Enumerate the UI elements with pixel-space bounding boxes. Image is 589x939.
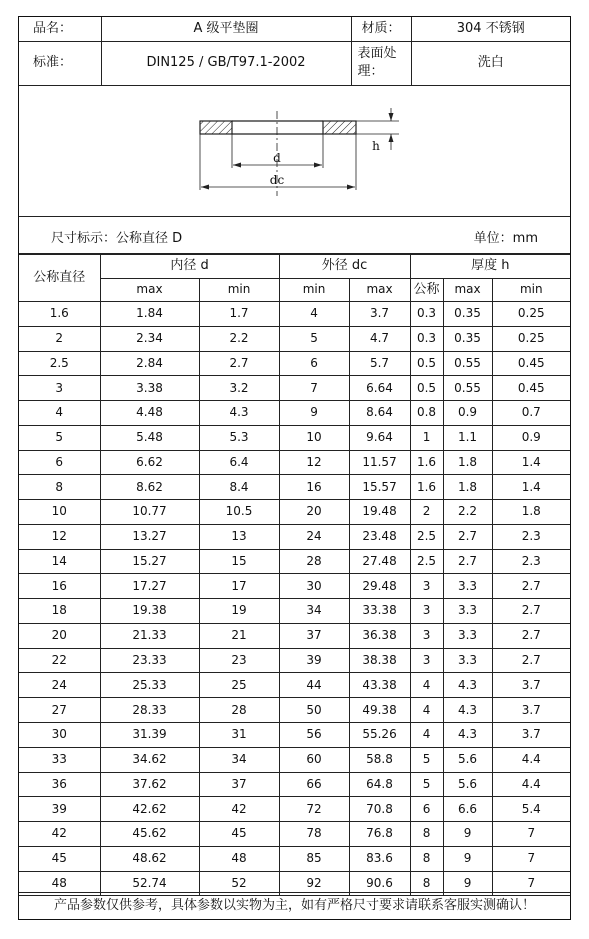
surface-value: 洗白 bbox=[411, 41, 570, 85]
cell-inner-max: 15.27 bbox=[100, 549, 199, 574]
cell-inner-max: 31.39 bbox=[100, 723, 199, 748]
cell-thick-min: 2.7 bbox=[492, 623, 570, 648]
cell-nominal-diameter: 20 bbox=[19, 623, 100, 648]
washer-cross-section-diagram bbox=[19, 86, 570, 216]
cell-nominal-diameter: 8 bbox=[19, 475, 100, 500]
cell-inner-min: 2.7 bbox=[199, 351, 279, 376]
cell-thick-nominal: 2.5 bbox=[410, 524, 443, 549]
table-row bbox=[19, 772, 570, 797]
table-row bbox=[19, 326, 570, 351]
cell-thick-nominal: 8 bbox=[410, 846, 443, 871]
cell-outer-max: 3.7 bbox=[349, 302, 410, 327]
cell-outer-max: 83.6 bbox=[349, 846, 410, 871]
cell-inner-min: 10.5 bbox=[199, 500, 279, 525]
cell-thick-min: 3.7 bbox=[492, 723, 570, 748]
cell-thick-min: 3.7 bbox=[492, 673, 570, 698]
cell-thick-min: 0.45 bbox=[492, 351, 570, 376]
cell-nominal-diameter: 3 bbox=[19, 376, 100, 401]
cell-thick-nominal: 1.6 bbox=[410, 475, 443, 500]
cell-thick-max: 3.3 bbox=[443, 574, 492, 599]
cell-thick-nominal: 0.5 bbox=[410, 376, 443, 401]
name-value: A 级平垫圈 bbox=[101, 17, 351, 41]
cell-inner-max: 45.62 bbox=[100, 822, 199, 847]
cell-nominal-diameter: 18 bbox=[19, 599, 100, 624]
cell-thick-max: 4.3 bbox=[443, 698, 492, 723]
cell-thick-nominal: 3 bbox=[410, 599, 443, 624]
group-thickness: 厚度 h bbox=[410, 255, 570, 279]
cell-outer-min: 92 bbox=[279, 871, 349, 896]
standard-label: 标准： bbox=[19, 41, 101, 85]
group-outer-diameter: 外径 dc bbox=[279, 255, 410, 279]
table-row bbox=[19, 747, 570, 772]
cell-thick-max: 2.7 bbox=[443, 524, 492, 549]
cell-thick-min: 4.4 bbox=[492, 772, 570, 797]
washer-section bbox=[200, 121, 356, 134]
cell-thick-min: 7 bbox=[492, 822, 570, 847]
cell-outer-min: 78 bbox=[279, 822, 349, 847]
header-table bbox=[19, 17, 570, 86]
material-label: 材质： bbox=[351, 17, 411, 41]
cell-outer-max: 70.8 bbox=[349, 797, 410, 822]
cell-nominal-diameter: 45 bbox=[19, 846, 100, 871]
cell-outer-max: 29.48 bbox=[349, 574, 410, 599]
cell-thick-min: 0.45 bbox=[492, 376, 570, 401]
cell-outer-min: 44 bbox=[279, 673, 349, 698]
cell-outer-min: 9 bbox=[279, 401, 349, 426]
cell-inner-min: 42 bbox=[199, 797, 279, 822]
cell-thick-max: 4.3 bbox=[443, 673, 492, 698]
table-row bbox=[19, 475, 570, 500]
cell-outer-min: 72 bbox=[279, 797, 349, 822]
table-row bbox=[19, 425, 570, 450]
cell-inner-min: 3.2 bbox=[199, 376, 279, 401]
cell-outer-max: 19.48 bbox=[349, 500, 410, 525]
cell-outer-min: 39 bbox=[279, 648, 349, 673]
cell-thick-nominal: 3 bbox=[410, 648, 443, 673]
cell-outer-max: 27.48 bbox=[349, 549, 410, 574]
spec-table bbox=[19, 254, 570, 896]
cell-inner-max: 2.34 bbox=[100, 326, 199, 351]
group-inner-diameter: 内径 d bbox=[100, 255, 279, 279]
cell-inner-max: 48.62 bbox=[100, 846, 199, 871]
sub-inner-min: min bbox=[199, 279, 279, 302]
cell-outer-max: 4.7 bbox=[349, 326, 410, 351]
cell-thick-max: 0.35 bbox=[443, 302, 492, 327]
cell-outer-min: 10 bbox=[279, 425, 349, 450]
cell-outer-max: 38.38 bbox=[349, 648, 410, 673]
table-row bbox=[19, 623, 570, 648]
cell-outer-max: 15.57 bbox=[349, 475, 410, 500]
cell-nominal-diameter: 30 bbox=[19, 723, 100, 748]
cell-inner-min: 52 bbox=[199, 871, 279, 896]
cell-outer-max: 23.48 bbox=[349, 524, 410, 549]
cell-thick-nominal: 5 bbox=[410, 772, 443, 797]
cell-thick-nominal: 5 bbox=[410, 747, 443, 772]
cell-thick-max: 3.3 bbox=[443, 623, 492, 648]
cell-inner-min: 19 bbox=[199, 599, 279, 624]
surface-label-line2: 理： bbox=[357, 64, 384, 79]
cell-thick-max: 6.6 bbox=[443, 797, 492, 822]
cell-inner-max: 19.38 bbox=[100, 599, 199, 624]
table-row bbox=[19, 599, 570, 624]
cell-nominal-diameter: 10 bbox=[19, 500, 100, 525]
cell-outer-max: 9.64 bbox=[349, 425, 410, 450]
standard-value: DIN125 / GB/T97.1-2002 bbox=[101, 41, 351, 85]
cell-thick-min: 2.3 bbox=[492, 549, 570, 574]
cell-thick-nominal: 4 bbox=[410, 723, 443, 748]
dc-label: dc bbox=[269, 173, 285, 187]
cell-inner-min: 25 bbox=[199, 673, 279, 698]
cell-thick-max: 9 bbox=[443, 846, 492, 871]
cell-outer-min: 85 bbox=[279, 846, 349, 871]
sub-outer-max: max bbox=[349, 279, 410, 302]
table-row bbox=[19, 549, 570, 574]
cell-thick-nominal: 3 bbox=[410, 574, 443, 599]
cell-outer-max: 6.64 bbox=[349, 376, 410, 401]
cell-inner-max: 1.84 bbox=[100, 302, 199, 327]
cell-inner-max: 42.62 bbox=[100, 797, 199, 822]
cell-inner-min: 37 bbox=[199, 772, 279, 797]
cell-thick-nominal: 0.3 bbox=[410, 302, 443, 327]
cell-nominal-diameter: 4 bbox=[19, 401, 100, 426]
cell-nominal-diameter: 22 bbox=[19, 648, 100, 673]
cell-nominal-diameter: 42 bbox=[19, 822, 100, 847]
footer-note: 产品参数仅供参考，具体参数以实物为主，如有严格尺寸要求请联系客服实测确认！ bbox=[19, 892, 570, 919]
cell-thick-min: 4.4 bbox=[492, 747, 570, 772]
dimension-note-left: 尺寸标示：公称直径 D bbox=[51, 231, 183, 246]
cell-thick-min: 3.7 bbox=[492, 698, 570, 723]
cell-thick-max: 1.8 bbox=[443, 450, 492, 475]
table-row bbox=[19, 351, 570, 376]
cell-inner-max: 13.27 bbox=[100, 524, 199, 549]
cell-outer-min: 24 bbox=[279, 524, 349, 549]
cell-thick-max: 1.1 bbox=[443, 425, 492, 450]
col-nominal-diameter: 公称直径 bbox=[19, 255, 100, 302]
cell-inner-max: 34.62 bbox=[100, 747, 199, 772]
d-label: d bbox=[273, 151, 281, 165]
cell-inner-max: 52.74 bbox=[100, 871, 199, 896]
cell-inner-min: 13 bbox=[199, 524, 279, 549]
table-row bbox=[19, 673, 570, 698]
cell-thick-min: 2.3 bbox=[492, 524, 570, 549]
surface-label-line1: 表面处 bbox=[357, 45, 397, 61]
product-spec-sheet bbox=[18, 16, 571, 920]
cell-thick-min: 2.7 bbox=[492, 599, 570, 624]
cell-thick-nominal: 4 bbox=[410, 673, 443, 698]
cell-nominal-diameter: 2 bbox=[19, 326, 100, 351]
cell-inner-max: 28.33 bbox=[100, 698, 199, 723]
cell-outer-max: 36.38 bbox=[349, 623, 410, 648]
cell-inner-min: 1.7 bbox=[199, 302, 279, 327]
cell-outer-max: 58.8 bbox=[349, 747, 410, 772]
cell-inner-min: 4.3 bbox=[199, 401, 279, 426]
cell-outer-max: 76.8 bbox=[349, 822, 410, 847]
cell-thick-nominal: 0.8 bbox=[410, 401, 443, 426]
cell-outer-max: 43.38 bbox=[349, 673, 410, 698]
cell-thick-nominal: 3 bbox=[410, 623, 443, 648]
cell-inner-min: 34 bbox=[199, 747, 279, 772]
material-value: 304 不锈钢 bbox=[411, 17, 570, 41]
cell-thick-nominal: 8 bbox=[410, 871, 443, 896]
cell-outer-max: 55.26 bbox=[349, 723, 410, 748]
cell-outer-max: 33.38 bbox=[349, 599, 410, 624]
cell-thick-nominal: 1 bbox=[410, 425, 443, 450]
cell-thick-max: 2.7 bbox=[443, 549, 492, 574]
cell-inner-min: 15 bbox=[199, 549, 279, 574]
cell-nominal-diameter: 27 bbox=[19, 698, 100, 723]
cell-thick-max: 5.6 bbox=[443, 747, 492, 772]
cell-thick-min: 1.4 bbox=[492, 450, 570, 475]
cell-outer-min: 16 bbox=[279, 475, 349, 500]
cell-thick-min: 7 bbox=[492, 846, 570, 871]
cell-inner-min: 21 bbox=[199, 623, 279, 648]
cell-inner-min: 23 bbox=[199, 648, 279, 673]
cell-inner-max: 37.62 bbox=[100, 772, 199, 797]
cell-thick-min: 1.8 bbox=[492, 500, 570, 525]
cell-thick-nominal: 0.3 bbox=[410, 326, 443, 351]
table-row bbox=[19, 846, 570, 871]
cell-thick-nominal: 0.5 bbox=[410, 351, 443, 376]
cell-inner-min: 17 bbox=[199, 574, 279, 599]
table-row bbox=[19, 723, 570, 748]
name-label: 品名： bbox=[19, 17, 101, 41]
cell-inner-max: 21.33 bbox=[100, 623, 199, 648]
cell-thick-nominal: 6 bbox=[410, 797, 443, 822]
cell-inner-min: 5.3 bbox=[199, 425, 279, 450]
cell-inner-max: 8.62 bbox=[100, 475, 199, 500]
cell-thick-max: 0.9 bbox=[443, 401, 492, 426]
cell-inner-min: 45 bbox=[199, 822, 279, 847]
cell-thick-max: 0.55 bbox=[443, 376, 492, 401]
washer-diagram-area bbox=[19, 86, 570, 217]
cell-inner-max: 23.33 bbox=[100, 648, 199, 673]
table-row bbox=[19, 376, 570, 401]
cell-thick-min: 0.25 bbox=[492, 302, 570, 327]
table-row bbox=[19, 822, 570, 847]
cell-thick-max: 3.3 bbox=[443, 599, 492, 624]
dimension-note-row bbox=[19, 217, 570, 254]
cell-outer-min: 5 bbox=[279, 326, 349, 351]
cell-thick-min: 5.4 bbox=[492, 797, 570, 822]
cell-nominal-diameter: 1.6 bbox=[19, 302, 100, 327]
cell-thick-min: 1.4 bbox=[492, 475, 570, 500]
cell-inner-min: 6.4 bbox=[199, 450, 279, 475]
table-row bbox=[19, 524, 570, 549]
cell-outer-max: 11.57 bbox=[349, 450, 410, 475]
cell-thick-max: 2.2 bbox=[443, 500, 492, 525]
cell-thick-max: 0.35 bbox=[443, 326, 492, 351]
cell-thick-max: 3.3 bbox=[443, 648, 492, 673]
sub-inner-max: max bbox=[100, 279, 199, 302]
cell-inner-min: 31 bbox=[199, 723, 279, 748]
cell-thick-nominal: 2 bbox=[410, 500, 443, 525]
cell-outer-min: 20 bbox=[279, 500, 349, 525]
cell-inner-min: 2.2 bbox=[199, 326, 279, 351]
cell-thick-max: 9 bbox=[443, 871, 492, 896]
spec-table-body bbox=[19, 302, 570, 896]
cell-inner-max: 25.33 bbox=[100, 673, 199, 698]
cell-nominal-diameter: 36 bbox=[19, 772, 100, 797]
table-row bbox=[19, 648, 570, 673]
cell-thick-min: 2.7 bbox=[492, 648, 570, 673]
cell-thick-nominal: 8 bbox=[410, 822, 443, 847]
cell-nominal-diameter: 39 bbox=[19, 797, 100, 822]
cell-outer-min: 37 bbox=[279, 623, 349, 648]
sub-thick-min: min bbox=[492, 279, 570, 302]
cell-thick-min: 0.7 bbox=[492, 401, 570, 426]
cell-nominal-diameter: 6 bbox=[19, 450, 100, 475]
h-label: h bbox=[372, 139, 380, 153]
cell-thick-min: 0.9 bbox=[492, 425, 570, 450]
table-row bbox=[19, 574, 570, 599]
table-row bbox=[19, 401, 570, 426]
cell-nominal-diameter: 48 bbox=[19, 871, 100, 896]
cell-outer-max: 49.38 bbox=[349, 698, 410, 723]
cell-nominal-diameter: 12 bbox=[19, 524, 100, 549]
table-row bbox=[19, 698, 570, 723]
cell-outer-max: 5.7 bbox=[349, 351, 410, 376]
cell-thick-max: 0.55 bbox=[443, 351, 492, 376]
cell-thick-nominal: 2.5 bbox=[410, 549, 443, 574]
cell-inner-min: 28 bbox=[199, 698, 279, 723]
cell-thick-min: 7 bbox=[492, 871, 570, 896]
cell-inner-max: 6.62 bbox=[100, 450, 199, 475]
cell-nominal-diameter: 2.5 bbox=[19, 351, 100, 376]
cell-thick-max: 5.6 bbox=[443, 772, 492, 797]
cell-outer-min: 7 bbox=[279, 376, 349, 401]
cell-inner-max: 17.27 bbox=[100, 574, 199, 599]
cell-outer-max: 64.8 bbox=[349, 772, 410, 797]
cell-inner-max: 2.84 bbox=[100, 351, 199, 376]
surface-label bbox=[351, 41, 411, 85]
sub-thick-max: max bbox=[443, 279, 492, 302]
cell-outer-min: 66 bbox=[279, 772, 349, 797]
cell-inner-max: 3.38 bbox=[100, 376, 199, 401]
cell-nominal-diameter: 16 bbox=[19, 574, 100, 599]
cell-outer-min: 12 bbox=[279, 450, 349, 475]
cell-outer-min: 4 bbox=[279, 302, 349, 327]
cell-outer-min: 56 bbox=[279, 723, 349, 748]
cell-thick-nominal: 4 bbox=[410, 698, 443, 723]
cell-nominal-diameter: 33 bbox=[19, 747, 100, 772]
cell-inner-min: 48 bbox=[199, 846, 279, 871]
cell-outer-min: 30 bbox=[279, 574, 349, 599]
cell-thick-max: 1.8 bbox=[443, 475, 492, 500]
table-row bbox=[19, 302, 570, 327]
cell-inner-min: 8.4 bbox=[199, 475, 279, 500]
cell-thick-nominal: 1.6 bbox=[410, 450, 443, 475]
cell-nominal-diameter: 5 bbox=[19, 425, 100, 450]
table-row bbox=[19, 500, 570, 525]
cell-thick-max: 9 bbox=[443, 822, 492, 847]
cell-outer-min: 34 bbox=[279, 599, 349, 624]
sub-outer-min: min bbox=[279, 279, 349, 302]
cell-outer-min: 28 bbox=[279, 549, 349, 574]
cell-nominal-diameter: 24 bbox=[19, 673, 100, 698]
cell-outer-min: 60 bbox=[279, 747, 349, 772]
cell-outer-max: 8.64 bbox=[349, 401, 410, 426]
cell-outer-min: 50 bbox=[279, 698, 349, 723]
cell-thick-min: 2.7 bbox=[492, 574, 570, 599]
cell-outer-min: 6 bbox=[279, 351, 349, 376]
cell-nominal-diameter: 14 bbox=[19, 549, 100, 574]
cell-inner-max: 4.48 bbox=[100, 401, 199, 426]
table-row bbox=[19, 797, 570, 822]
sub-thick-nominal: 公称 bbox=[410, 279, 443, 302]
table-row bbox=[19, 450, 570, 475]
cell-thick-max: 4.3 bbox=[443, 723, 492, 748]
cell-thick-min: 0.25 bbox=[492, 326, 570, 351]
cell-inner-max: 10.77 bbox=[100, 500, 199, 525]
dimension-note-right: 单位：mm bbox=[473, 231, 538, 246]
cell-outer-max: 90.6 bbox=[349, 871, 410, 896]
cell-inner-max: 5.48 bbox=[100, 425, 199, 450]
